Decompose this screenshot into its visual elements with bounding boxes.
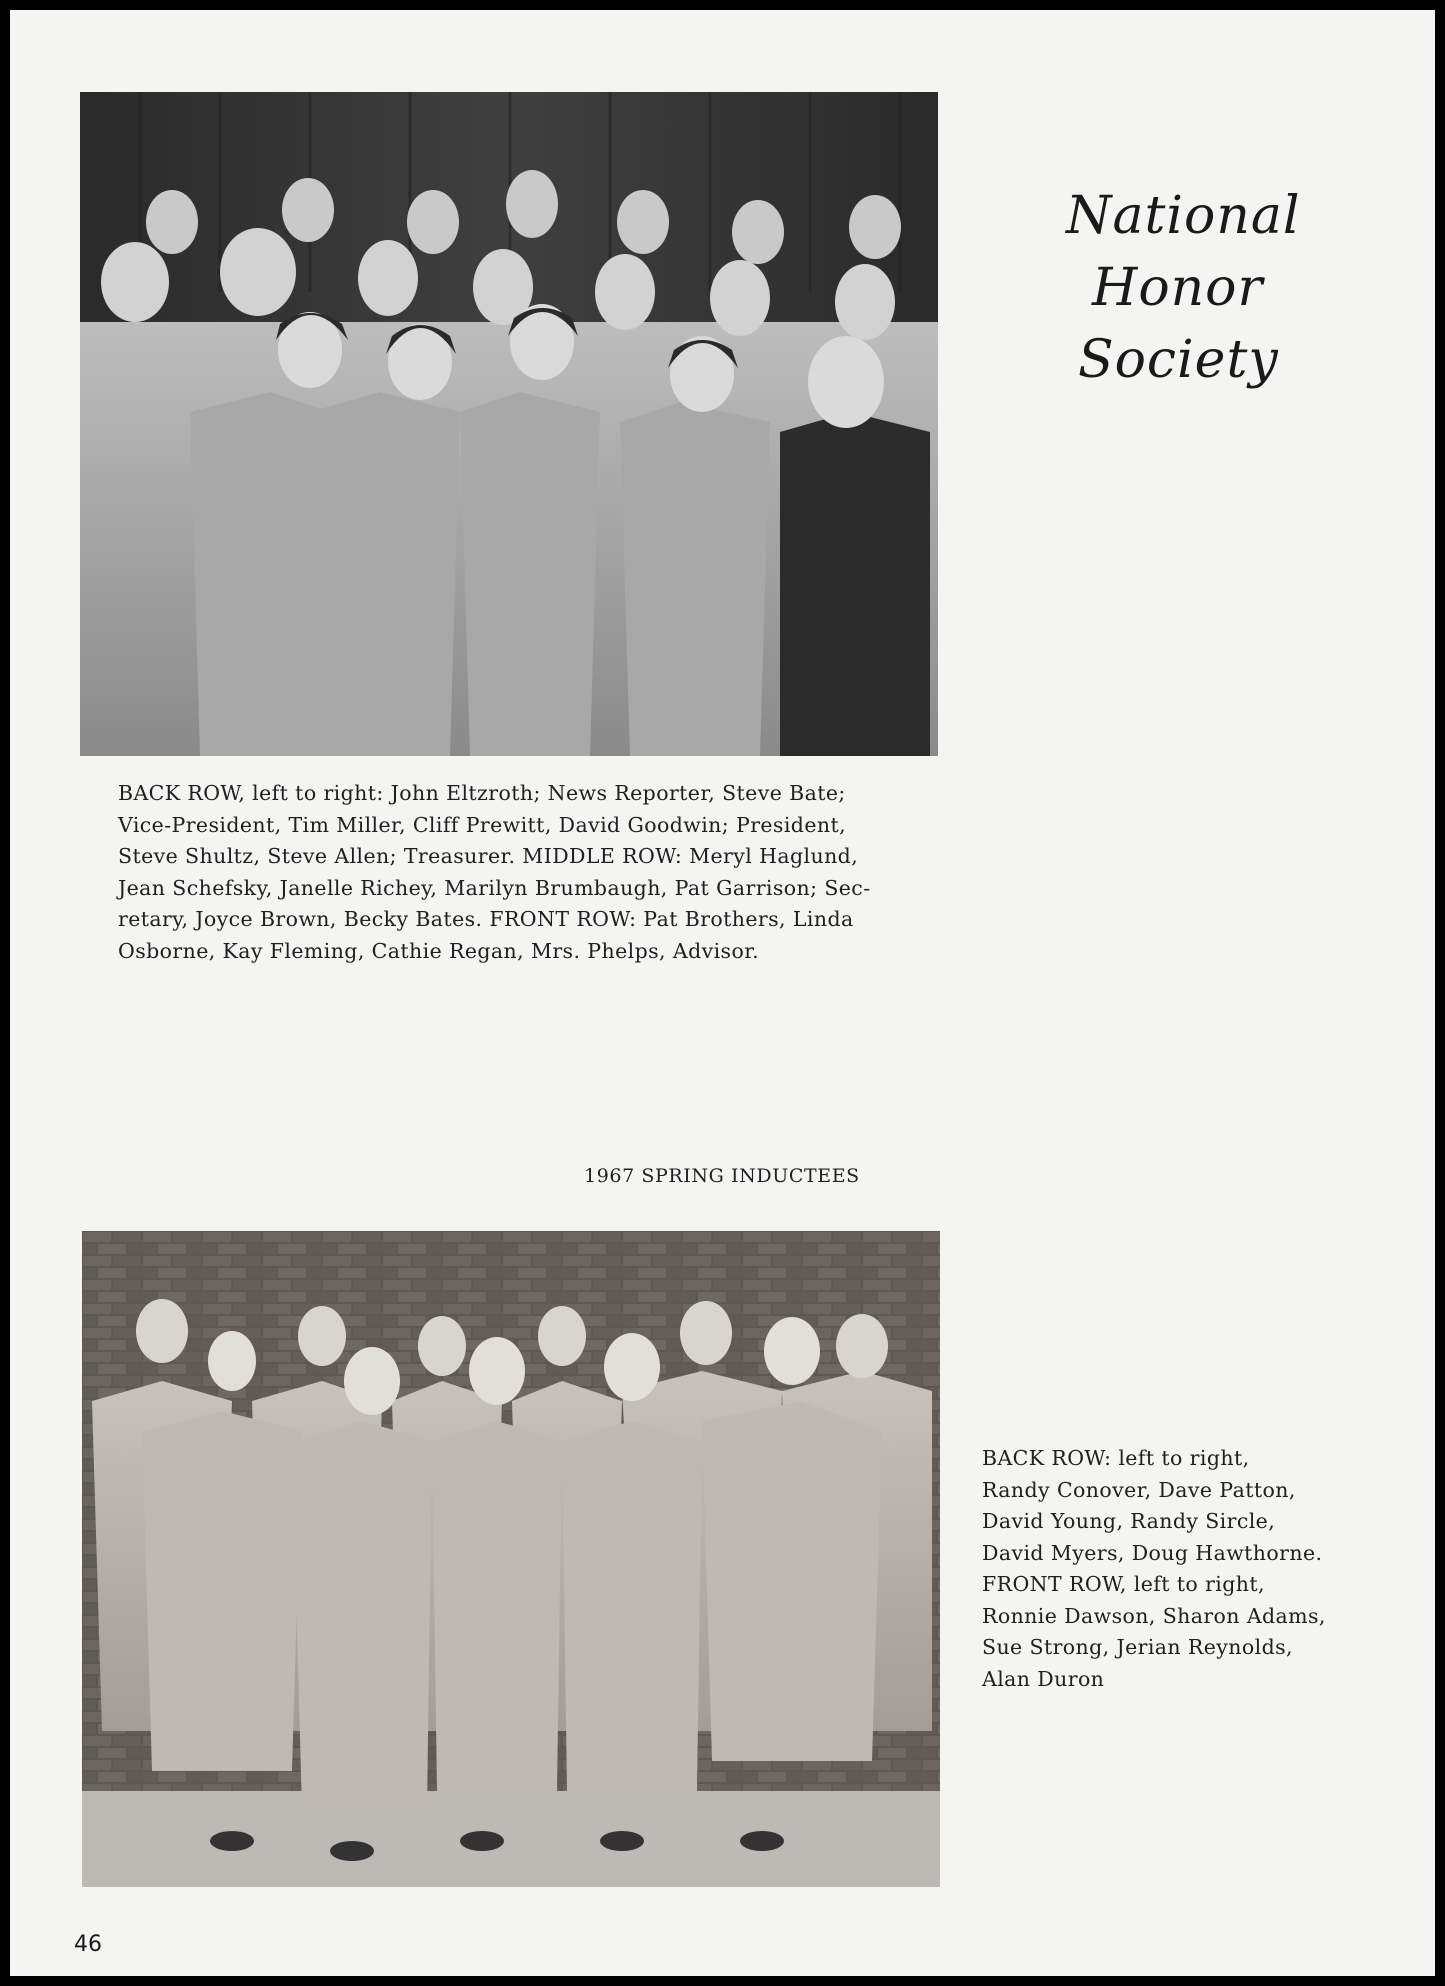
page-title [1030,180,1301,396]
spring-inductees-photo [82,1231,940,1887]
inductees-photo-illustration [82,1231,940,1887]
caption-line: Ronnie Dawson, Sharon Adams, [982,1603,1326,1628]
caption-line: Vice-President, Tim Miller, Cliff Prewitt, David Goodwin; President, [118,812,847,837]
caption-line: Steve Shultz, Steve Allen; Treasurer. MIDDLE ROW: Meryl Haglund, [118,844,859,868]
title-line: Honor [1092,258,1264,318]
honor-society-group-photo [80,92,938,756]
top-photo-caption [118,778,928,967]
page-number: 46 [74,1932,102,1957]
caption-line: BACK ROW: left to right, [982,1446,1250,1470]
caption-line: Sue Strong, Jerian Reynolds, [982,1635,1293,1659]
caption-line: Alan Duron [982,1666,1105,1691]
caption-line: BACK ROW, left to right: John Eltzroth; News Reporter, Steve Bate; [118,781,846,805]
yearbook-page [10,10,1435,1976]
caption-line: Randy Conover, Dave Patton, [982,1477,1296,1502]
caption-line: retary, Joyce Brown, Becky Bates. FRONT ROW: Pat Brothers, Linda [118,907,854,931]
title-line: National [1066,186,1301,246]
inductees-heading: 1967 SPRING INDUCTEES [584,1165,860,1187]
group-photo-illustration [80,92,938,756]
caption-line: Jean Schefsky, Janelle Richey, Marilyn Brumbaugh, Pat Garrison; Sec- [118,875,871,900]
caption-line: FRONT ROW, left to right, [982,1572,1265,1596]
caption-line: David Myers, Doug Hawthorne. [982,1540,1323,1565]
bottom-photo-caption [982,1443,1402,1695]
title-line: Society [1078,330,1279,390]
caption-line: Osborne, Kay Fleming, Cathie Regan, Mrs. Phelps, Advisor. [118,938,760,963]
caption-line: David Young, Randy Sircle, [982,1509,1276,1533]
